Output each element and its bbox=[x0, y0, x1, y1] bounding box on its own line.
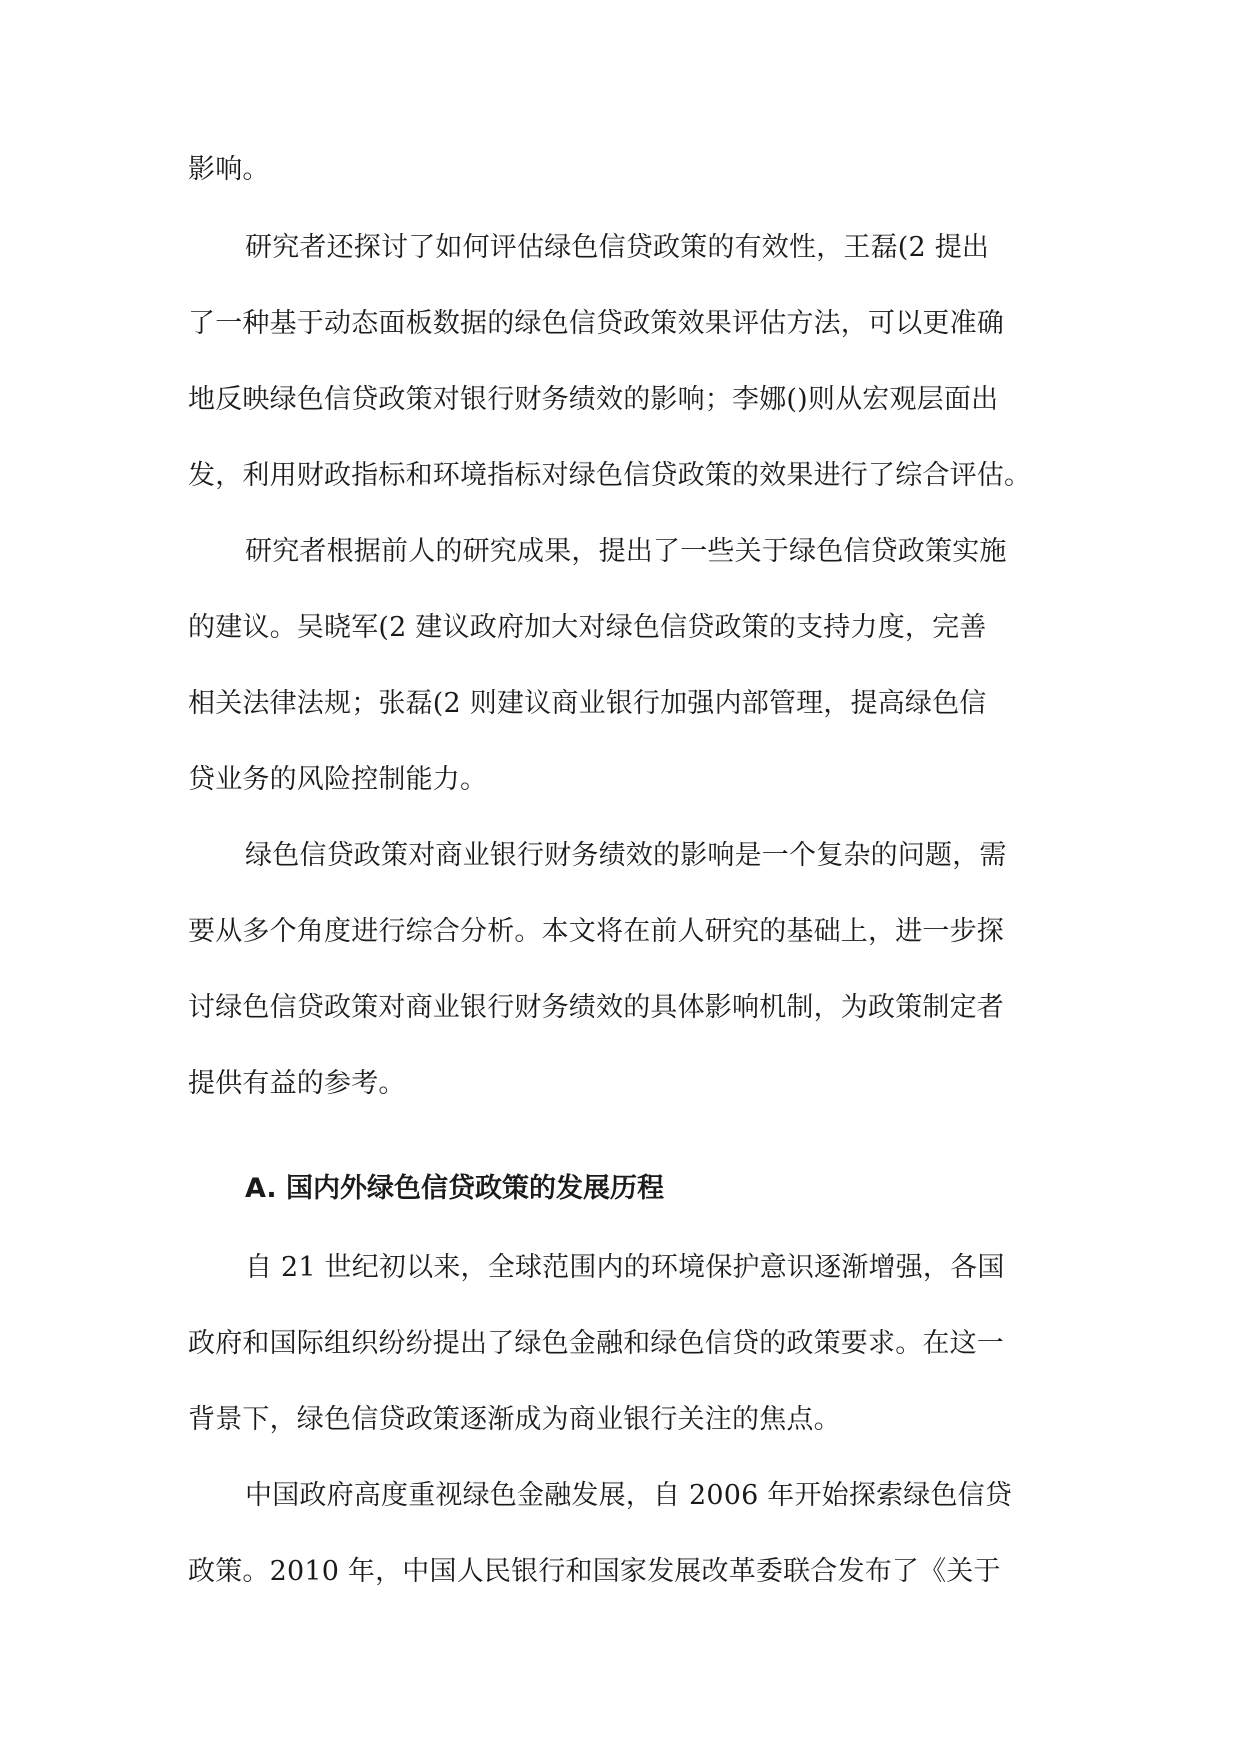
text-line: 影响。 bbox=[188, 154, 270, 185]
text-line: 的建议。吴晓军(2 建议政府加大对绿色信贷政策的支持力度，完善 bbox=[188, 612, 987, 643]
text-line: 研究者还探讨了如何评估绿色信贷政策的有效性，王磊(2 提出 bbox=[245, 232, 990, 263]
text-line: 绿色信贷政策对商业银行财务绩效的影响是一个复杂的问题，需 bbox=[245, 840, 1007, 871]
text-line: 要从多个角度进行综合分析。本文将在前人研究的基础上，进一步探 bbox=[188, 916, 1004, 947]
text-line: 提供有益的参考。 bbox=[188, 1068, 406, 1099]
text-line: 政策。2010 年，中国人民银行和国家发展改革委联合发布了《关于 bbox=[188, 1556, 1001, 1587]
text-line: 自 21 世纪初以来，全球范围内的环境保护意识逐渐增强，各国 bbox=[245, 1252, 1005, 1283]
text-line: 发，利用财政指标和环境指标对绿色信贷政策的效果进行了综合评估。 bbox=[188, 460, 1032, 491]
text-line: 讨绿色信贷政策对商业银行财务绩效的具体影响机制，为政策制定者 bbox=[188, 992, 1004, 1023]
text-line: 中国政府高度重视绿色金融发展，自 2006 年开始探索绿色信贷 bbox=[245, 1480, 1013, 1511]
text-line: 政府和国际组织纷纷提出了绿色金融和绿色信贷的政策要求。在这一 bbox=[188, 1328, 1004, 1359]
section-heading: A. 国内外绿色信贷政策的发展历程 bbox=[245, 1173, 665, 1204]
text-line: 贷业务的风险控制能力。 bbox=[188, 764, 488, 795]
text-line: 地反映绿色信贷政策对银行财务绩效的影响；李娜()则从宏观层面出 bbox=[188, 384, 999, 415]
text-line: 研究者根据前人的研究成果，提出了一些关于绿色信贷政策实施 bbox=[245, 536, 1007, 567]
text-line: 相关法律法规；张磊(2 则建议商业银行加强内部管理，提高绿色信 bbox=[188, 688, 987, 719]
text-line: 了一种基于动态面板数据的绿色信贷政策效果评估方法，可以更准确 bbox=[188, 308, 1004, 339]
text-line: 背景下，绿色信贷政策逐渐成为商业银行关注的焦点。 bbox=[188, 1404, 841, 1435]
